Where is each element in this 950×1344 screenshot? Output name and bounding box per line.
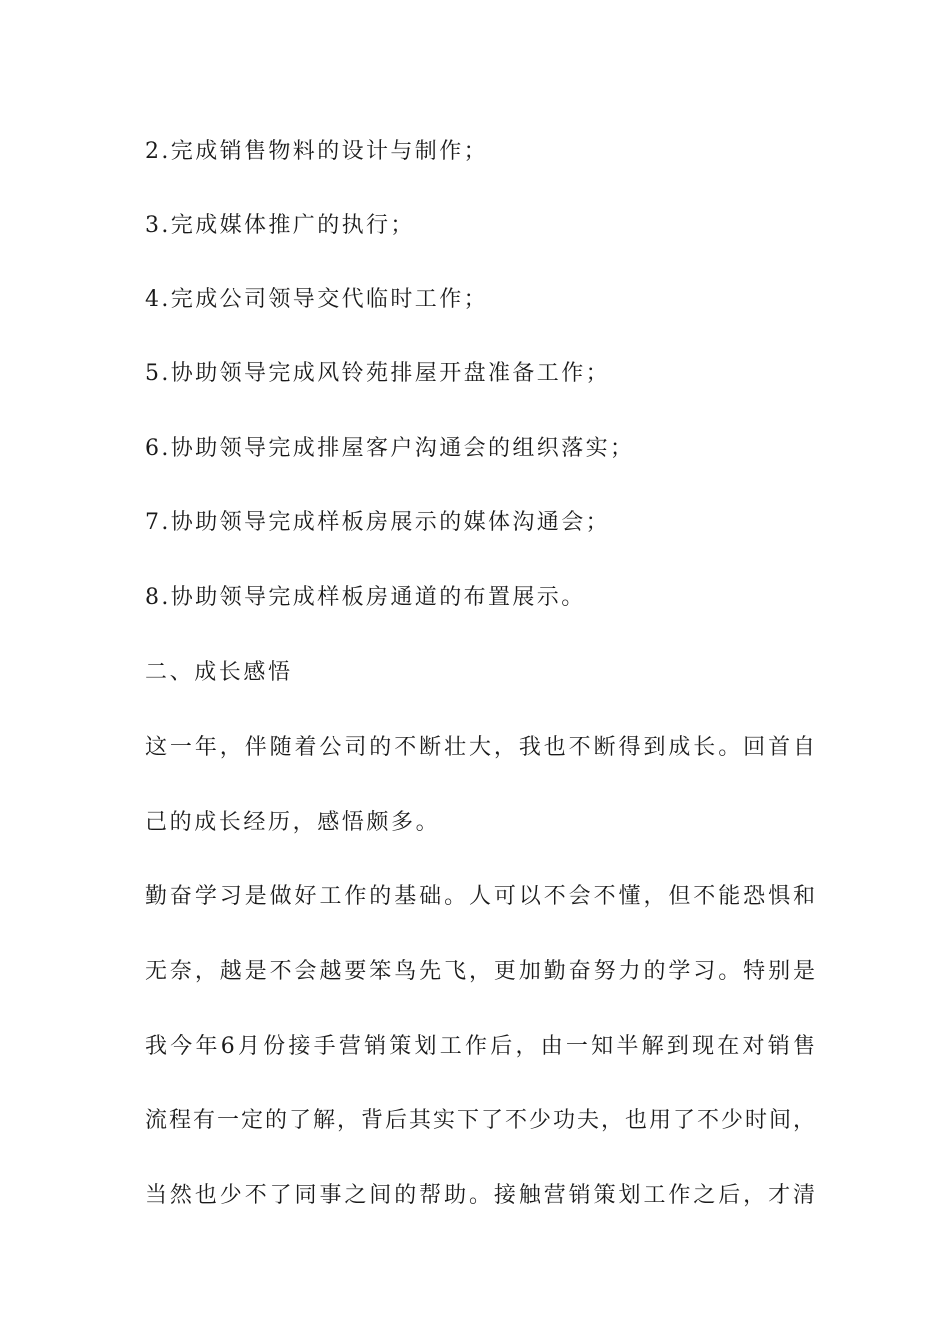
list-item-2: 2.完成销售物料的设计与制作； bbox=[145, 139, 488, 164]
list-item-6: 6.协助领导完成排屋客户沟通会的组织落实； bbox=[145, 436, 635, 461]
paragraph-line: 当然也少不了同事之间的帮助。接触营销策划工作之后，才清 bbox=[145, 1183, 815, 1208]
list-item-7: 7.协助领导完成样板房展示的媒体沟通会； bbox=[145, 510, 610, 535]
paragraph-line: 我今年6月份接手营销策划工作后，由一知半解到现在对销售 bbox=[145, 1034, 815, 1059]
list-item-5: 5.协助领导完成风铃苑排屋开盘准备工作； bbox=[145, 361, 610, 386]
list-item-4: 4.完成公司领导交代临时工作； bbox=[145, 287, 488, 312]
paragraph-line: 这一年，伴随着公司的不断壮大，我也不断得到成长。回首自 bbox=[145, 735, 815, 760]
list-item-3: 3.完成媒体推广的执行； bbox=[145, 213, 415, 238]
paragraph-line: 己的成长经历，感悟颇多。 bbox=[145, 810, 441, 835]
list-item-8: 8.协助领导完成样板房通道的布置展示。 bbox=[145, 585, 586, 610]
paragraph-line: 勤奋学习是做好工作的基础。人可以不会不懂，但不能恐惧和 bbox=[145, 884, 815, 909]
section-heading: 二、成长感悟 bbox=[145, 660, 293, 685]
paragraph-line: 流程有一定的了解，背后其实下了不少功夫，也用了不少时间， bbox=[145, 1108, 815, 1133]
paragraph-line: 无奈，越是不会越要笨鸟先飞，更加勤奋努力的学习。特别是 bbox=[145, 959, 815, 984]
